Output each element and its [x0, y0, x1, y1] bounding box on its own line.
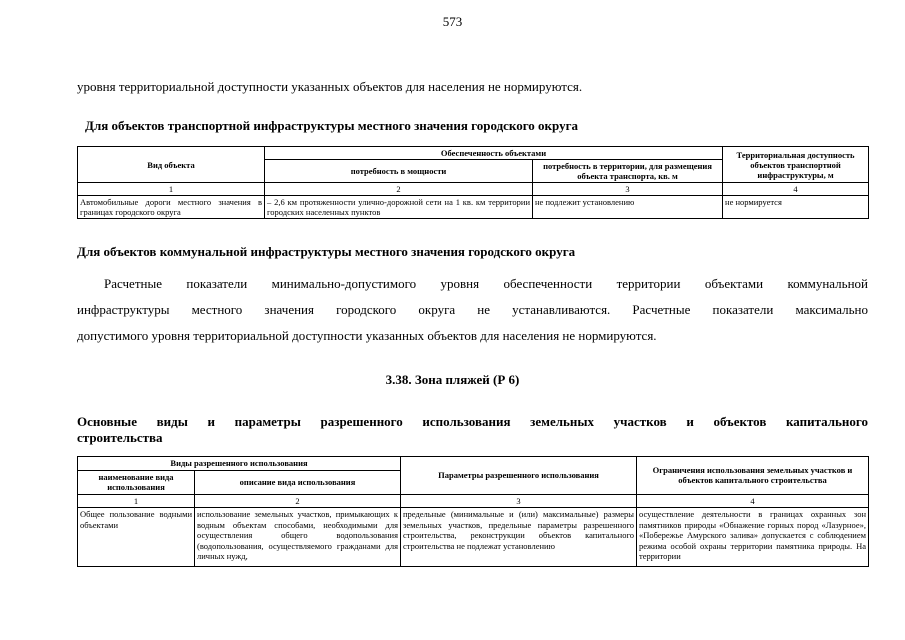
transport-table: [77, 146, 869, 219]
column-number: 2: [195, 494, 401, 508]
col-access: Территориальная доступность объектов транспортной инфраструктуры, м: [723, 147, 869, 183]
cell-text: использование земельных участков, примыкающих к водным объектам способами, необходимыми для осуществления общего водопользования (водопользования, осуществляемого гражданами для личных нужд,: [197, 509, 398, 561]
utility-paragraph-line-1: Расчетные показатели минимально-допустимого уровня обеспеченности территории объектами коммунальной: [104, 276, 868, 291]
cell-params: [401, 508, 637, 567]
col-territory-need: потребность в территории, для размещения объекта транспорта, кв. м: [533, 160, 723, 183]
cell-use-name: [78, 508, 195, 567]
col-capacity-need: потребность в мощности: [265, 160, 533, 183]
table-number-row: [78, 183, 869, 196]
cell-object: Автомобильные дороги местного значения в границах городского округа: [78, 196, 265, 219]
transport-heading: Для объектов транспортной инфраструктуры местного значения городского округа: [85, 118, 579, 133]
col-restrictions: Ограничения использования земельных участков и объектов капитального строительства: [637, 457, 869, 495]
cell-capacity: – 2,6 км протяженности улично-дорожной сети на 1 кв. км территории городских населенных пунктов: [265, 196, 533, 219]
utility-paragraph-line-2: инфраструктуры местного значения городского округа не устанавливаются. Расчетные показатели максимально: [77, 302, 868, 317]
cell-territory: не подлежит установлению: [533, 196, 723, 219]
utility-paragraph-line-3: допустимого уровня территориальной доступности указанных объектов для населения не нормируются.: [77, 328, 657, 343]
col-use-types: Виды разрешенного использования: [78, 457, 401, 471]
cell-use-description: [195, 508, 401, 567]
cell-restrictions: [637, 508, 869, 567]
page-number: 573: [442, 14, 463, 29]
intro-line: уровня территориальной доступности указанных объектов для населения не нормируются.: [77, 79, 583, 94]
col-use-desc: описание вида использования: [195, 470, 401, 494]
col-params: Параметры разрешенного использования: [401, 457, 637, 495]
params-heading-line-1: Основные виды и параметры разрешенного использования земельных участков и объектов капитального: [77, 414, 868, 429]
col-object-type: Вид объекта: [78, 147, 265, 183]
cell-text: осуществление деятельности в границах охранных зон памятников природы «Обнажение горных пород «Лазурное», «Побережье Амурского залива» допускается с соблюдением режима особой охраны территории памятника природы. На территории: [639, 509, 866, 561]
table-number-row: [78, 494, 869, 508]
column-number: 1: [78, 494, 195, 508]
utility-heading: Для объектов коммунальной инфраструктуры местного значения городского округа: [77, 244, 576, 259]
col-provision: Обеспеченность объектами: [265, 147, 723, 160]
zone-title: 3.38. Зона пляжей (Р 6): [385, 372, 520, 387]
params-heading-line-2: строительства: [77, 430, 163, 445]
table-row: [78, 508, 869, 567]
column-number: 1: [78, 183, 265, 196]
column-number: 3: [401, 494, 637, 508]
column-number: 2: [265, 183, 533, 196]
table-row: [78, 196, 869, 219]
cell-access: не нормируется: [723, 196, 869, 219]
cell-text: Общее пользование водными объектами: [80, 509, 192, 530]
col-use-name: наименование вида использования: [78, 470, 195, 494]
cell-text: предельные (минимальные и (или) максимальные) размеры земельных участков, предельные параметры разрешенного строительства, реконструкции объектов капитального строительства не подлежат установлению: [403, 509, 634, 551]
column-number: 4: [637, 494, 869, 508]
column-number: 4: [723, 183, 869, 196]
column-number: 3: [533, 183, 723, 196]
zone-table: [77, 456, 869, 567]
